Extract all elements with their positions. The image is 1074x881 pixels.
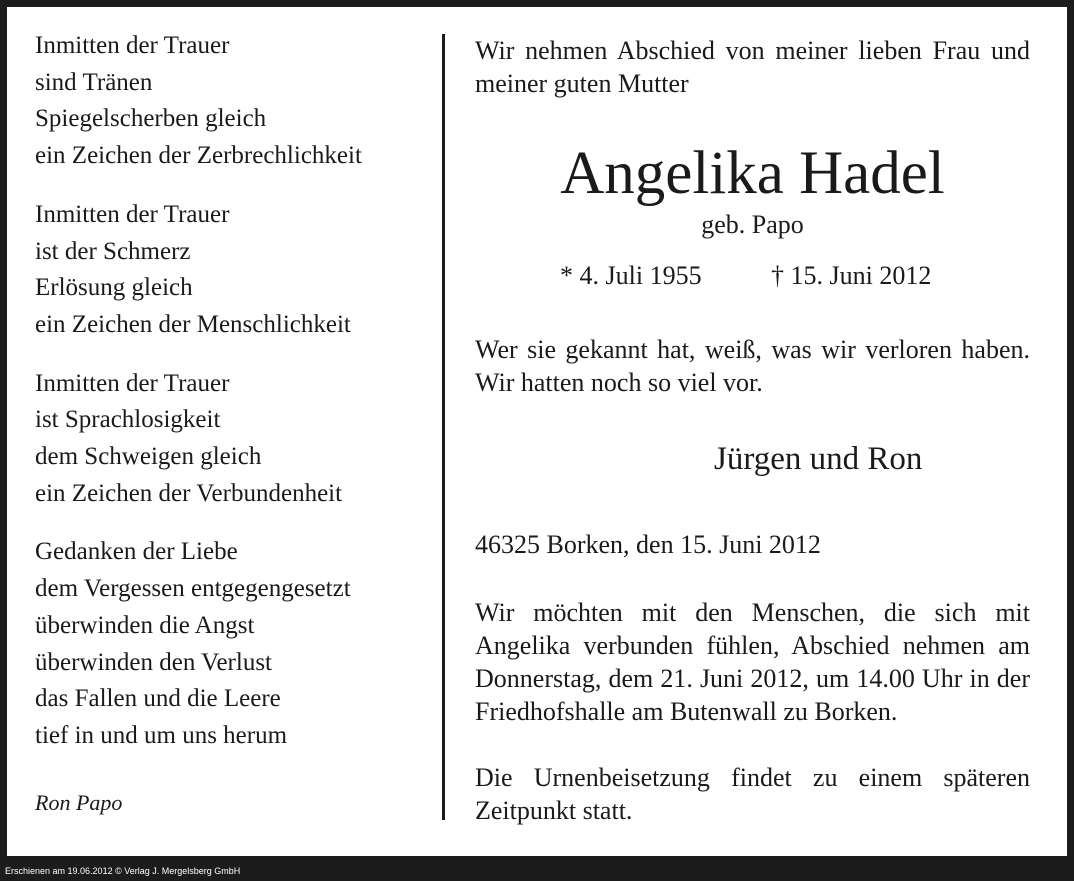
deceased-name: Angelika Hadel bbox=[560, 140, 945, 207]
poem-line: Erlösung gleich bbox=[35, 274, 193, 302]
poem-stanza bbox=[35, 366, 435, 513]
column-divider bbox=[442, 34, 445, 820]
place-date: 46325 Borken, den 15. Juni 2012 bbox=[475, 530, 821, 559]
burial-info: Die Urnenbeisetzung findet zu einem späteren Zeitpunkt statt. bbox=[475, 763, 1030, 825]
poem-line: Inmitten der Trauer bbox=[35, 200, 230, 228]
service-info: Wir möchten mit den Menschen, die sich mit Angelika verbunden fühlen, Abschied nehmen am Donnerstag, dem 21. Juni 2012, um 14.00 Uhr in der Friedhofshalle am Butenwall zu Borken. bbox=[475, 598, 1030, 726]
obituary-notice bbox=[7, 7, 1067, 856]
birth-date: * 4. Juli 1955 bbox=[560, 261, 702, 290]
poem-author: Ron Papo bbox=[35, 790, 123, 815]
death-date: † 15. Juni 2012 bbox=[771, 261, 932, 290]
poem-line: ist der Schmerz bbox=[35, 237, 191, 265]
publication-footer: Erschienen am 19.06.2012 © Verlag J. Mergelsberg GmbH bbox=[5, 866, 241, 876]
signers: Jürgen und Ron bbox=[714, 441, 923, 477]
poem-stanza bbox=[35, 28, 435, 175]
poem-line: Inmitten der Trauer bbox=[35, 369, 230, 397]
poem-line: ein Zeichen der Verbundenheit bbox=[35, 479, 343, 507]
memorial-saying: Wer sie gekannt hat, weiß, was wir verloren haben. Wir hatten noch so viel vor. bbox=[475, 335, 1030, 397]
poem-line: überwinden die Angst bbox=[35, 611, 255, 639]
poem-line: dem Vergessen entgegengesetzt bbox=[35, 575, 351, 603]
poem-stanza bbox=[35, 197, 435, 344]
poem-line: ein Zeichen der Menschlichkeit bbox=[35, 310, 351, 338]
poem-line: tief in und um uns herum bbox=[35, 721, 288, 749]
poem-stanza bbox=[35, 534, 435, 754]
maiden-name: geb. Papo bbox=[701, 210, 804, 239]
poem-line: Spiegelscherben gleich bbox=[35, 105, 267, 133]
poem-line: Gedanken der Liebe bbox=[35, 538, 238, 566]
poem-line: sind Tränen bbox=[35, 68, 153, 96]
poem-line: überwinden den Verlust bbox=[35, 648, 272, 676]
poem-line: das Fallen und die Leere bbox=[35, 685, 281, 713]
poem bbox=[35, 28, 435, 777]
poem-line: dem Schweigen gleich bbox=[35, 443, 262, 471]
poem-line: Inmitten der Trauer bbox=[35, 32, 230, 59]
intro-text: Wir nehmen Abschied von meiner lieben Frau und meiner guten Mutter bbox=[475, 36, 1030, 98]
poem-line: ist Sprachlosigkeit bbox=[35, 406, 221, 434]
poem-line: ein Zeichen der Zerbrechlichkeit bbox=[35, 142, 362, 170]
